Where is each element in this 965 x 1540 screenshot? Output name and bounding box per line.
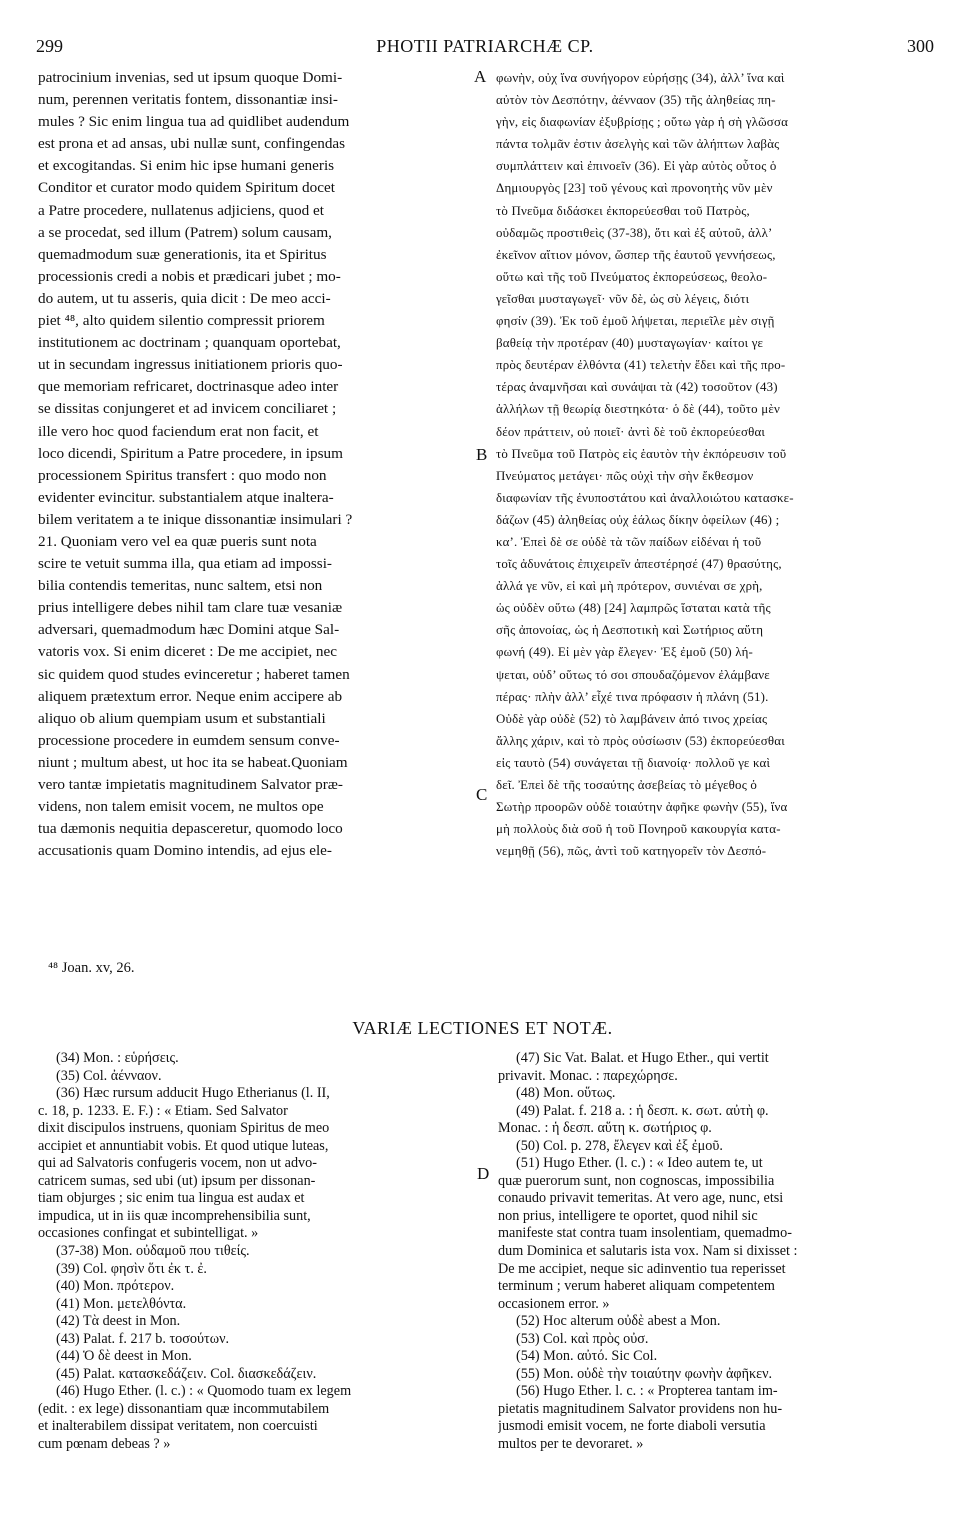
latin-line: a Patre procedere, nullatenus adjiciens, quod et	[38, 201, 324, 219]
latin-line: do autem, ut tu asseris, quia dicit : De meo acci-	[38, 289, 331, 307]
margin-marker-c: C	[476, 785, 488, 804]
latin-line: processione procedere in eumdem sensum conve-	[38, 731, 340, 749]
note-line: pietatis magnitudinem Salvator providens non hu-	[498, 1400, 783, 1417]
greek-line: μὴ πολλοὺς διὰ σοῦ ἡ τοῦ Πονηροῦ κακουργία κατα-	[496, 822, 781, 837]
margin-marker-a: A	[474, 67, 487, 86]
greek-line: ἀλλήλων τῇ θεωρίᾳ διεστηκότα· ὁ δὲ (44), τοῦτο μὲν	[496, 402, 781, 417]
greek-line: φωνή (49). Εἰ μὲν γὰρ ἔλεγεν· Ἐξ ἐμοῦ (50) λή-	[496, 645, 754, 660]
note-line: (47) Sic Vat. Balat. et Hugo Ether., qui vertit	[516, 1050, 769, 1066]
margin-marker-b: B	[476, 445, 488, 464]
latin-line: processionis credi a nobis et prædicari jubet ; mo-	[38, 267, 341, 285]
note-line: impudica, ut in iis quæ incomprehensibilia sunt,	[38, 1207, 311, 1224]
notes-right-column	[498, 1050, 932, 1454]
latin-line: ille vero hoc quod faciendum erat non facit, et	[38, 422, 319, 440]
greek-line: δάζων (45) ἀληθείας οὐχ ἑάλως δίκην ὀφείλων (46) ;	[496, 512, 780, 527]
greek-line: ἀλλά γε νῦν, εἰ καὶ μὴ πρότερον, συνιέναι σε χρὴ,	[496, 579, 763, 594]
latin-line: bilia contendis temeritas, nunc saltem, etsi non	[38, 577, 323, 595]
greek-line: σῆς ἀπονοίας, ὡς ἡ Δεσποτικὴ καὶ Σωτήριος αὕτη	[496, 623, 764, 638]
latin-line: a se procedat, sed illum (Patrem) solum causam,	[38, 223, 332, 241]
note-line: dum Dominica et salutaris ista vox. Nam si dixisset :	[498, 1243, 798, 1260]
page-number-left: 299	[36, 36, 63, 56]
note-line: (50) Col. p. 278, ἔλεγεν καὶ ἐξ ἐμοῦ.	[516, 1137, 723, 1154]
note-line: (53) Col. καὶ πρὸς οὐσ.	[516, 1330, 649, 1347]
latin-line: que memoriam refricaret, doctrinasque adeo inter	[38, 378, 339, 396]
note-line: et inalterabilem dissipat veritatem, non coercuisti	[38, 1418, 318, 1435]
latin-line: evidenter evincitur. substantialem atque inaltera-	[38, 488, 334, 506]
latin-line: vatoris vox. Si enim diceret : De me accipiet, nec	[38, 643, 338, 661]
greek-line: Δημιουργὸς [23] τοῦ γένους καὶ προνοητὴς νῦν μὲν	[496, 181, 773, 196]
greek-line: πέρας· πλὴν ἀλλ’ εἶχέ τινα πρόφασιν ἡ πλάνη (51).	[496, 689, 769, 704]
greek-line: συμπλάττειν καὶ ἐπινοεῖν (36). Εἰ γὰρ αὐτὸς οὗτος ὁ	[496, 159, 777, 174]
note-line: (36) Hæc rursum adducit Hugo Etherianus (l. II,	[56, 1085, 330, 1102]
margin-marker-d: D	[477, 1164, 490, 1183]
note-line: (40) Mon. πρότερον.	[56, 1278, 175, 1295]
latin-line: patrocinium invenias, sed ut ipsum quoque Domi-	[38, 69, 343, 86]
note-line: (45) Palat. κατασκεδάζειν. Col. διασκεδάζειν.	[56, 1365, 317, 1382]
greek-line: ἐκεῖνον αἴτιον μόνον, ὥσπερ τῆς ἑαυτοῦ γεννήσεως,	[496, 247, 776, 262]
note-line: non prius, intelligere te oportet, quod nihil sic	[498, 1207, 758, 1224]
greek-line: τὸ Πνεῦμα διδάσκει ἐκπορεύεσθαι τοῦ Πατρὸς,	[496, 203, 750, 218]
note-line: occasiones confingat et subintelligat. »	[38, 1225, 259, 1242]
note-line: De me accipiet, neque sic adinventio tua reperisset	[498, 1260, 786, 1277]
latin-line: est prona et ad ansas, ubi nullæ sunt, confingendas	[38, 135, 346, 153]
latin-line: quemadmodum suæ generationis, ita et Spiritus	[38, 245, 327, 263]
note-line: dixit discipulos instruens, quoniam Spiritus de meo	[38, 1120, 330, 1137]
latin-line: ut in secundam ingressus initiationem prioris quo-	[38, 356, 343, 374]
greek-line: ὡς οὐδὲν οὕτω (48) [24] λαμπρῶς ἵσταται κατὰ τῆς	[496, 601, 771, 616]
latin-line: videns, non talem emisit vocem, ne multos ope	[38, 798, 324, 816]
greek-line: Σωτὴρ προορῶν οὐδὲ τοιαύτην ἀφῆκε φωνὴν (55), ἵνα	[496, 800, 788, 815]
note-line: qui ad Salvatoris confugeris vocem, non ut advo-	[38, 1155, 317, 1172]
greek-column	[496, 67, 933, 862]
latin-line: bilem veritatem a te inique dissonantiæ insimulari ?	[38, 510, 353, 528]
note-line: occasionem error. »	[498, 1295, 610, 1312]
greek-line: διαφωνίαν τῆς ἐνυποστάτου καὶ ἀναλλοιώτου κατασκε-	[496, 490, 794, 505]
note-line: tiam objurges ; sic enim tua lingua est audax et	[38, 1190, 305, 1207]
greek-line: τὸ Πνεῦμα τοῦ Πατρὸς εἰς ἑαυτὸν τὴν ἐκπόρευσιν τοῦ	[496, 446, 787, 461]
latin-line: mules ? Sic enim lingua tua ad quidlibet audendum	[38, 113, 350, 131]
greek-line: εἰς ταυτὸ (54) συνάγεται τῇ διανοίᾳ· πολλοῦ γε καὶ	[496, 755, 771, 770]
note-line: privavit. Monac. : παρεχώρησε.	[498, 1067, 678, 1084]
greek-line: οὐδαμῶς προστιθεὶς (37-38), ὅτι καὶ ἐξ αὐτοῦ, ἀλλ’	[496, 225, 773, 240]
greek-line: δέον πράττειν, οὐ ποιεῖ· ἀντὶ δὲ τοῦ ἐκπορεύεσθαι	[496, 424, 766, 439]
latin-line: aliquo ob alium quempiam usum et substantiali	[38, 709, 326, 727]
latin-line: tua dæmonis nequitia depasceretur, quomodo loco	[38, 820, 343, 838]
greek-line: νεμηθῇ (56), πῶς, ἀντὶ τοῦ κατηγορεῖν τὸν Δεσπό-	[496, 844, 767, 859]
note-line: manifeste stat contra tuam insolentiam, quemadmo-	[498, 1225, 792, 1242]
greek-line: γὴν, εἰς διαφωνίαν ἐξυβρίσῃς ; οὕτω γὰρ ἡ σὴ γλῶσσα	[496, 115, 789, 130]
latin-line: prius intelligere debes nihil tam clare tuæ vesaniæ	[38, 599, 343, 617]
note-line: (52) Hoc alterum οὐδὲ abest a Mon.	[516, 1313, 721, 1330]
note-line: (43) Palat. f. 217 b. τοσούτων.	[56, 1330, 230, 1347]
greek-line: φωνὴν, οὐχ ἵνα συνήγορον εὑρήσῃς (34), ἀλλ’ ἵνα καὶ	[496, 71, 785, 85]
note-line: multos per te devoraret. »	[498, 1436, 644, 1453]
greek-line: ἄλλης χάριν, καὶ τὸ πρὸς οὐσίωσιν (53) ἐκπορεύεσθαι	[496, 733, 785, 748]
latin-line: et excogitandas. Si enim hic ipse humani generis	[38, 157, 335, 175]
page-number-right: 300	[907, 36, 934, 56]
note-line: (39) Col. φησὶν ὅτι ἐκ τ. ἐ.	[56, 1260, 207, 1277]
note-line: (51) Hugo Ether. (l. c.) : « Ideo autem te, ut	[516, 1155, 763, 1172]
greek-line: κα’. Ἐπεὶ δὲ σε οὐδὲ τὰ τῶν παίδων εἰδέναι ἡ τοῦ	[496, 534, 762, 549]
note-line: quæ puerorum sunt, non cognoscas, impossibilia	[498, 1172, 775, 1189]
note-line: (44) Ὁ δὲ deest in Mon.	[56, 1348, 192, 1365]
note-line: accipiet et annuntiabit vobis. Et quod utique luteas,	[38, 1137, 329, 1154]
latin-line: processionem Spiritus transfert : quo modo non	[38, 466, 327, 484]
greek-line: πρὸς δευτέραν ἐλθόντα (41) τελετὴν ἔδει καὶ τῆς προ-	[496, 358, 786, 373]
note-line: Monac. : ἡ δεσπ. αὕτη κ. σωτήριος φ.	[498, 1120, 712, 1137]
note-line: catricem sumas, sed ubi (ut) ipsum per dissonan-	[38, 1172, 316, 1189]
note-line: (34) Mon. : εὑρήσεις.	[56, 1050, 179, 1066]
note-line: (35) Col. ἀένναον.	[56, 1067, 162, 1084]
latin-column	[38, 67, 474, 862]
greek-line: Πνεύματος μετάγει· πῶς οὐχὶ τὴν σὴν ἔκθεσμον	[496, 468, 754, 483]
note-line: (42) Τὰ deest in Mon.	[56, 1313, 181, 1330]
latin-line: adversari, quemadmodum hæc Domini atque Sal-	[38, 621, 340, 639]
latin-line: num, perennen veritatis fontem, dissonantiæ insi-	[38, 91, 338, 109]
note-line: (41) Mon. μετελθόντα.	[56, 1295, 187, 1312]
latin-line: scire te vetuit summa illa, qua etiam ad impossi-	[38, 555, 332, 573]
note-line: (37-38) Mon. οὐδαμοῦ που τιθείς.	[56, 1243, 250, 1260]
note-line: (46) Hugo Ether. (l. c.) : « Quomodo tuam ex legem	[56, 1383, 352, 1400]
note-line: cum pœnam debeas ? »	[38, 1436, 171, 1453]
latin-line: loco dicendi, Spiritum a Patre procedere, in ipsum	[38, 444, 343, 462]
latin-line: institutionem ac doctrinam ; quanquam oportebat,	[38, 334, 341, 352]
greek-line: Οὐδὲ γὰρ οὐδὲ (52) τὸ λαμβάνειν ἀπό τινος χρείας	[496, 711, 768, 726]
note-line: terminum ; verum haberet aliquam competentem	[498, 1278, 775, 1295]
note-line: jusmodi emisit vocem, ne forte diaboli versutia	[498, 1418, 766, 1435]
greek-line: τοῖς ἀδυνάτοις ἐπιχειρεῖν ἀπεστέρησέ (47) θρασύτης,	[496, 557, 782, 572]
note-line: c. 18, p. 1233. E. F.) : « Etiam. Sed Salvator	[38, 1102, 288, 1119]
greek-line: ψεται, οὐδ’ οὕτως τό σοι σπουδαζόμενον ἐλάμβανε	[496, 667, 770, 682]
running-title: PHOTII PATRIARCHÆ CP.	[376, 36, 594, 56]
note-line: (54) Mon. αὐτό. Sic Col.	[516, 1348, 658, 1365]
page-header	[36, 36, 934, 62]
latin-line: accusationis quam Domino intendis, ad ejus ele-	[38, 842, 332, 860]
greek-line: βαθείᾳ τὴν προτέραν (40) μυσταγωγίαν· καίτοι γε	[496, 336, 764, 351]
latin-line: aliquem prætextum error. Neque enim accipere ab	[38, 687, 343, 705]
latin-line: piet ⁴⁸, alto quidem silentio compressit priorem	[38, 312, 325, 330]
greek-line: πάντα τολμᾶν ἐστιν ἀσελγὴς καὶ τῶν ἀλήπτων λαβὰς	[496, 137, 780, 152]
notes-title: VARIÆ LECTIONES ET NOTÆ.	[352, 1018, 613, 1038]
latin-line: Conditor et curator modo quidem Spiritum docet	[38, 179, 335, 197]
latin-line: niunt ; multum abest, ut hoc ita se habeat.Quoniam	[38, 753, 348, 771]
latin-line: vero tantæ impietatis magnitudinem Salvator præ-	[38, 776, 343, 793]
note-line: (48) Mon. οὕτως.	[516, 1085, 616, 1102]
latin-line: se dissitas conjungeret et ad invicem conciliaret ;	[38, 400, 337, 418]
greek-line: γεῖσθαι μυσταγωγεῖ· νῦν δὲ, ὡς σὺ λέγεις, διότι	[496, 291, 750, 306]
greek-line: τέρας ἀναμνῆσαι καὶ συνάψαι τὰ (42) τοσοῦτον (43)	[496, 380, 778, 395]
greek-line: φησίν (39). Ἐκ τοῦ ἐμοῦ λήψεται, περιεῖλε μὲν σιγῇ	[496, 314, 775, 329]
footnote: ⁴⁸ Joan. xv, 26.	[48, 960, 135, 976]
greek-line: δεῖ. Ἐπεὶ δὲ τῆς τοσαύτης ἀσεβείας τὸ μέγεθος ὁ	[496, 778, 758, 792]
note-line: conaudo privavit temeritas. At vero age, nunc, etsi	[498, 1190, 784, 1207]
greek-line: αὐτὸν τὸν Δεσπότην, ἀένναον (35) τῆς ἀληθείας πη-	[496, 93, 776, 108]
note-line: (edit. : ex lege) dissonantiam quæ incommutabilem	[38, 1400, 330, 1417]
note-line: (56) Hugo Ether. l. c. : « Propterea tantam im-	[516, 1383, 778, 1400]
latin-line: 21. Quoniam vero vel ea quæ pueris sunt nota	[38, 532, 317, 550]
greek-line: οὕτω καὶ τῆς τοῦ Πνεύματος ἐκπορεύσεως, θεολο-	[496, 269, 768, 284]
note-line: (55) Mon. οὐδὲ τὴν τοιαύτην φωνὴν ἀφῆκεν.	[516, 1365, 773, 1382]
notes-left-column	[38, 1050, 470, 1454]
note-line: (49) Palat. f. 218 a. : ἡ δεσπ. κ. σωτ. αὐτὴ φ.	[516, 1102, 769, 1119]
latin-line: sic quidem quod studes evinceretur ; haberet tamen	[38, 665, 350, 683]
